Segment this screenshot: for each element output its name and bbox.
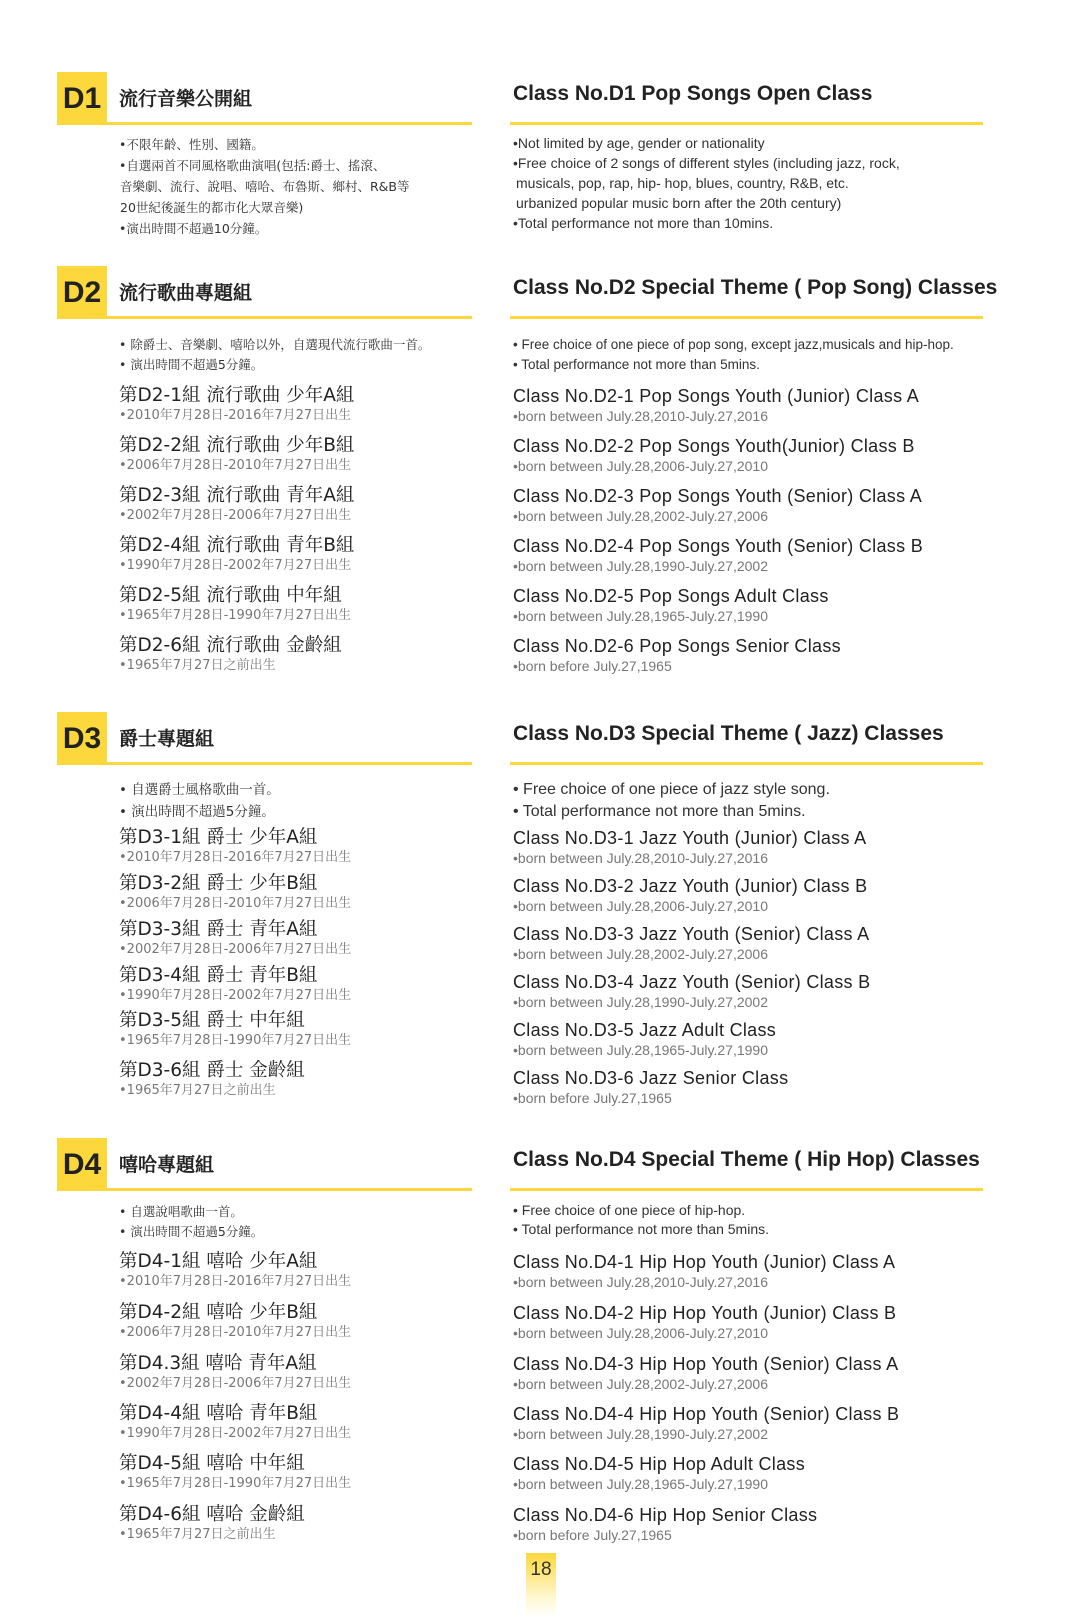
rule-line: • Free choice of one piece of jazz style song. bbox=[513, 781, 830, 798]
class-name: 第D2-4組 流行歌曲 青年B組 bbox=[119, 535, 355, 556]
class-name: Class No.D3-2 Jazz Youth (Junior) Class B bbox=[513, 876, 868, 896]
rule-line: • 自選說唱歌曲一首。 bbox=[119, 1204, 243, 1219]
class-name: 第D2-5組 流行歌曲 中年組 bbox=[119, 585, 342, 606]
eligibility-date: •2002年7月28日-2006年7月27日出生 bbox=[119, 508, 352, 523]
eligibility-date: •1965年7月28日-1990年7月27日出生 bbox=[119, 1476, 352, 1491]
title-underline bbox=[510, 762, 983, 765]
rules-list-zh bbox=[119, 1202, 263, 1242]
rule-line: •演出時間不超過10分鐘。 bbox=[119, 221, 268, 236]
class-row bbox=[513, 826, 866, 866]
eligibility-date: •1990年7月28日-2002年7月27日出生 bbox=[119, 1426, 352, 1441]
class-name: Class No.D2-1 Pop Songs Youth (Junior) Class A bbox=[513, 386, 920, 406]
rules-list-zh bbox=[119, 779, 280, 823]
class-name: Class No.D4-3 Hip Hop Youth (Senior) Class A bbox=[513, 1354, 899, 1374]
rule-line: musicals, pop, rap, hip- hop, blues, country, R&B, etc. bbox=[516, 175, 849, 191]
section-title-zh: 流行音樂公開組 bbox=[119, 88, 253, 110]
eligibility-date: •1965年7月28日-1990年7月27日出生 bbox=[119, 1033, 352, 1048]
class-row bbox=[513, 484, 922, 524]
class-name: 第D4-4組 嘻哈 青年B組 bbox=[119, 1403, 318, 1424]
section-title-zh: 流行歌曲專題組 bbox=[119, 282, 253, 304]
rule-line: • Total performance not more than 5mins. bbox=[513, 1221, 769, 1237]
rule-line: 20世紀後誕生的都市化大眾音樂) bbox=[120, 200, 304, 215]
class-name: Class No.D3-4 Jazz Youth (Senior) Class B bbox=[513, 972, 871, 992]
class-row bbox=[513, 874, 867, 914]
eligibility-date: •born before July.27,1965 bbox=[513, 658, 672, 674]
class-name: Class No.D2-4 Pop Songs Youth (Senior) Class B bbox=[513, 536, 924, 556]
title-underline bbox=[57, 316, 472, 319]
class-row bbox=[119, 634, 342, 674]
eligibility-date: •born between July.28,1990-July.27,2002 bbox=[513, 558, 769, 574]
eligibility-date: •2006年7月28日-2010年7月27日出生 bbox=[119, 458, 352, 473]
class-name: Class No.D4-4 Hip Hop Youth (Senior) Class B bbox=[513, 1404, 900, 1424]
rule-line: •Free choice of 2 songs of different styles (including jazz, rock, bbox=[513, 155, 900, 171]
class-row bbox=[513, 1018, 776, 1058]
class-name: 第D3-4組 爵士 青年B組 bbox=[119, 965, 318, 986]
title-underline bbox=[57, 1188, 472, 1191]
eligibility-date: •born between July.28,2010-July.27,2016 bbox=[513, 408, 769, 424]
class-row bbox=[119, 1009, 351, 1049]
rules-list-en bbox=[513, 779, 830, 823]
rule-line: urbanized popular music born after the 20th century) bbox=[516, 195, 842, 211]
eligibility-date: •2002年7月28日-2006年7月27日出生 bbox=[119, 942, 352, 957]
class-name: 第D3-2組 爵士 少年B組 bbox=[119, 873, 318, 894]
class-row bbox=[513, 1452, 805, 1492]
eligibility-date: •born between July.28,2002-July.27,2006 bbox=[513, 508, 769, 524]
class-name: 第D4-5組 嘻哈 中年組 bbox=[119, 1453, 305, 1474]
class-row bbox=[119, 534, 354, 574]
class-row bbox=[513, 634, 841, 674]
title-underline bbox=[510, 122, 983, 125]
eligibility-date: •born between July.28,2002-July.27,2006 bbox=[513, 946, 769, 962]
class-name: 第D2-2組 流行歌曲 少年B組 bbox=[119, 435, 355, 456]
rules-list-zh bbox=[119, 134, 410, 239]
class-name: 第D4.3組 嘻哈 青年A組 bbox=[119, 1353, 317, 1374]
title-underline bbox=[510, 316, 983, 319]
rule-line: • Free choice of one piece of hip-hop. bbox=[513, 1202, 746, 1218]
title-underline bbox=[510, 1188, 983, 1191]
class-name: 第D4-2組 嘻哈 少年B組 bbox=[119, 1302, 318, 1323]
eligibility-date: •born between July.28,2010-July.27,2016 bbox=[513, 850, 769, 866]
class-row bbox=[119, 1452, 351, 1492]
eligibility-date: •1990年7月28日-2002年7月27日出生 bbox=[119, 988, 352, 1003]
section-title-en: Class No.D2 Special Theme ( Pop Song) Classes bbox=[513, 276, 998, 299]
rule-line: 音樂劇、流行、說唱、嘻哈、布魯斯、鄉村、R&B等 bbox=[120, 179, 410, 194]
class-name: 第D2-3組 流行歌曲 青年A組 bbox=[119, 485, 355, 506]
eligibility-date: •born between July.28,2006-July.27,2010 bbox=[513, 458, 769, 474]
eligibility-date: •born between July.28,1965-July.27,1990 bbox=[513, 1476, 769, 1492]
page-number: 18 bbox=[526, 1553, 556, 1617]
class-row bbox=[513, 1066, 788, 1106]
class-name: Class No.D4-2 Hip Hop Youth (Junior) Class B bbox=[513, 1303, 897, 1323]
section-code-badge: D1 bbox=[57, 72, 107, 125]
rule-line: • Total performance not more than 5mins. bbox=[513, 357, 760, 372]
class-name: Class No.D2-6 Pop Songs Senior Class bbox=[513, 636, 841, 656]
class-name: 第D2-1組 流行歌曲 少年A組 bbox=[119, 385, 355, 406]
class-row bbox=[119, 964, 351, 1004]
class-row bbox=[119, 1402, 351, 1442]
title-underline bbox=[57, 122, 472, 125]
class-name: Class No.D3-1 Jazz Youth (Junior) Class A bbox=[513, 828, 867, 848]
class-name: Class No.D2-2 Pop Songs Youth(Junior) Class B bbox=[513, 436, 915, 456]
class-row bbox=[119, 918, 351, 958]
eligibility-date: •2002年7月28日-2006年7月27日出生 bbox=[119, 1376, 352, 1391]
class-row bbox=[513, 584, 829, 624]
eligibility-date: •2010年7月28日-2016年7月27日出生 bbox=[119, 1274, 352, 1289]
class-row bbox=[513, 1402, 899, 1442]
class-name: Class No.D2-3 Pop Songs Youth (Senior) Class A bbox=[513, 486, 923, 506]
eligibility-date: •born before July.27,1965 bbox=[513, 1090, 672, 1106]
class-row bbox=[513, 1301, 896, 1341]
rule-line: • Free choice of one piece of pop song, except jazz,musicals and hip-hop. bbox=[513, 337, 954, 352]
class-row bbox=[513, 922, 869, 962]
eligibility-date: •1965年7月27日之前出生 bbox=[119, 1527, 276, 1542]
class-row bbox=[119, 434, 354, 474]
class-name: 第D4-6組 嘻哈 金齡組 bbox=[119, 1504, 305, 1525]
section-code-badge: D4 bbox=[57, 1138, 107, 1191]
eligibility-date: •born between July.28,2006-July.27,2010 bbox=[513, 1325, 769, 1341]
rule-line: •不限年齡、性別、國籍。 bbox=[119, 137, 264, 152]
title-underline bbox=[57, 762, 472, 765]
class-name: 第D3-5組 爵士 中年組 bbox=[119, 1010, 305, 1031]
class-name: Class No.D2-5 Pop Songs Adult Class bbox=[513, 586, 829, 606]
class-name: 第D3-6組 爵士 金齡組 bbox=[119, 1060, 305, 1081]
class-name: Class No.D4-5 Hip Hop Adult Class bbox=[513, 1454, 806, 1474]
eligibility-date: •born between July.28,1990-July.27,2002 bbox=[513, 994, 769, 1010]
section-title-en: Class No.D1 Pop Songs Open Class bbox=[513, 82, 873, 105]
rule-line: •Not limited by age, gender or nationality bbox=[513, 135, 765, 151]
class-name: Class No.D3-5 Jazz Adult Class bbox=[513, 1020, 777, 1040]
class-row bbox=[513, 434, 915, 474]
class-name: 第D3-1組 爵士 少年A組 bbox=[119, 827, 318, 848]
eligibility-date: •born between July.28,2010-July.27,2016 bbox=[513, 1274, 769, 1290]
class-row bbox=[513, 384, 919, 424]
rules-list-en bbox=[513, 1201, 769, 1239]
rules-list-zh bbox=[119, 335, 430, 375]
rule-line: •Total performance not more than 10mins. bbox=[513, 215, 774, 231]
class-row bbox=[513, 970, 870, 1010]
class-row bbox=[513, 1352, 898, 1392]
section-title-zh: 爵士專題組 bbox=[119, 728, 215, 750]
class-row bbox=[513, 1503, 817, 1543]
eligibility-date: •born before July.27,1965 bbox=[513, 1527, 672, 1543]
section-title-en: Class No.D3 Special Theme ( Jazz) Classes bbox=[513, 722, 944, 745]
class-row bbox=[119, 826, 351, 866]
class-row bbox=[513, 1250, 895, 1290]
rule-line: • 自選爵士風格歌曲一首。 bbox=[119, 782, 280, 798]
eligibility-date: •1990年7月28日-2002年7月27日出生 bbox=[119, 558, 352, 573]
class-name: 第D3-3組 爵士 青年A組 bbox=[119, 919, 318, 940]
eligibility-date: •born between July.28,1990-July.27,2002 bbox=[513, 1426, 769, 1442]
rule-line: • 演出時間不超過5分鐘。 bbox=[119, 1224, 264, 1239]
eligibility-date: •1965年7月27日之前出生 bbox=[119, 658, 276, 673]
class-name: Class No.D3-3 Jazz Youth (Senior) Class A bbox=[513, 924, 870, 944]
section-title-en: Class No.D4 Special Theme ( Hip Hop) Classes bbox=[513, 1148, 980, 1171]
section-title-zh: 嘻哈專題組 bbox=[119, 1154, 215, 1176]
class-row bbox=[119, 1250, 351, 1290]
eligibility-date: •1965年7月27日之前出生 bbox=[119, 1083, 276, 1098]
class-row bbox=[119, 384, 354, 424]
class-name: 第D4-1組 嘻哈 少年A組 bbox=[119, 1251, 318, 1272]
eligibility-date: •1965年7月28日-1990年7月27日出生 bbox=[119, 608, 352, 623]
class-name: Class No.D4-1 Hip Hop Youth (Junior) Class A bbox=[513, 1252, 896, 1272]
class-row bbox=[119, 1503, 305, 1543]
class-name: Class No.D3-6 Jazz Senior Class bbox=[513, 1068, 789, 1088]
class-row bbox=[119, 872, 351, 912]
class-row bbox=[119, 584, 351, 624]
class-row bbox=[119, 1301, 351, 1341]
class-row bbox=[119, 1352, 351, 1392]
class-row bbox=[513, 534, 923, 574]
section-code-badge: D2 bbox=[57, 266, 107, 319]
eligibility-date: •born between July.28,1965-July.27,1990 bbox=[513, 608, 769, 624]
eligibility-date: •born between July.28,2002-July.27,2006 bbox=[513, 1376, 769, 1392]
eligibility-date: •born between July.28,2006-July.27,2010 bbox=[513, 898, 769, 914]
rule-line: •自選兩首不同風格歌曲演唱(包括:爵士、搖滾、 bbox=[119, 158, 386, 173]
eligibility-date: •2010年7月28日-2016年7月27日出生 bbox=[119, 408, 352, 423]
rules-list-en bbox=[513, 335, 954, 375]
eligibility-date: •2010年7月28日-2016年7月27日出生 bbox=[119, 850, 352, 865]
rule-line: • Total performance not more than 5mins. bbox=[513, 803, 806, 820]
rule-line: • 演出時間不超過5分鐘。 bbox=[119, 804, 275, 820]
section-code-badge: D3 bbox=[57, 712, 107, 765]
rule-line: • 演出時間不超過5分鐘。 bbox=[119, 357, 264, 372]
class-name: 第D2-6組 流行歌曲 金齡組 bbox=[119, 635, 342, 656]
eligibility-date: •2006年7月28日-2010年7月27日出生 bbox=[119, 1325, 352, 1340]
eligibility-date: •2006年7月28日-2010年7月27日出生 bbox=[119, 896, 352, 911]
eligibility-date: •born between July.28,1965-July.27,1990 bbox=[513, 1042, 769, 1058]
class-row bbox=[119, 1059, 305, 1099]
class-name: Class No.D4-6 Hip Hop Senior Class bbox=[513, 1505, 818, 1525]
rule-line: • 除爵士、音樂劇、嘻哈以外，自選現代流行歌曲一首。 bbox=[119, 337, 431, 352]
rules-list-en bbox=[513, 133, 900, 233]
class-row bbox=[119, 484, 354, 524]
